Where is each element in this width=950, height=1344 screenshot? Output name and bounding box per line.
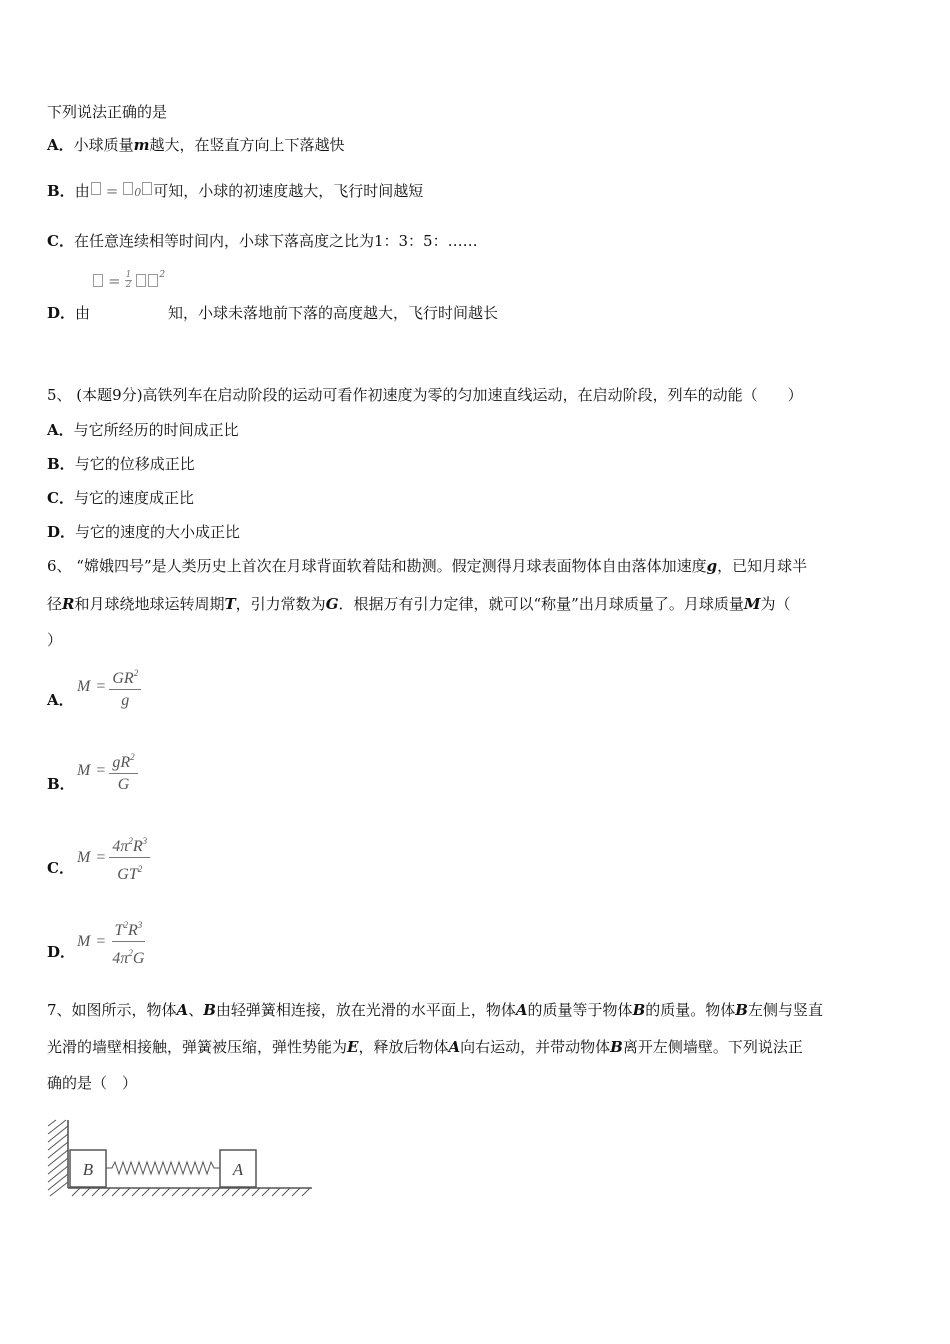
option-text: 由: [74, 182, 90, 200]
missing-glyph-icon: [91, 182, 101, 195]
stem-text: 离开左侧墙壁。下列说法正: [622, 1038, 803, 1056]
stem-text: 7、如图所示，物体: [47, 1001, 177, 1019]
fraction-den: $GT^2$: [117, 864, 143, 883]
q4-option-b: [47, 181, 423, 203]
formula-lhs: M: [77, 849, 91, 866]
block-b-label: B: [82, 1160, 94, 1179]
stem-text: 由轻弹簧相连接，放在光滑的水平面上，物体: [215, 1001, 516, 1019]
var-b: B: [632, 1001, 646, 1019]
option-text: 知，小球未落地前下落的高度越大，飞行时间越长: [168, 304, 499, 322]
option-label: C．: [47, 489, 74, 507]
var-a: A: [515, 1001, 528, 1019]
option-text: 与它的位移成正比: [74, 455, 195, 473]
option-label: C．: [47, 232, 74, 250]
q7-stem-line1: [47, 1000, 823, 1020]
formula-fraction: [109, 916, 147, 968]
missing-glyph-icon: [136, 274, 146, 287]
q6-stem-line2: [47, 594, 790, 614]
var-a: A: [448, 1038, 461, 1056]
stem-text: 6、 “嫦娥四号”是人类历史上首次在月球背面软着陆和勘测。假定测得月球表面物体自由落体加速度: [47, 557, 707, 575]
stem-text: ，释放后物体: [358, 1038, 449, 1056]
q4-option-c: [47, 231, 478, 251]
var-a: A: [176, 1001, 189, 1019]
formula-fraction: [109, 748, 137, 794]
stem-text: 的质量等于物体: [527, 1001, 633, 1019]
formula-lhs: M: [77, 762, 91, 779]
q4-d-formula: [92, 271, 165, 290]
q4-option-d: [47, 303, 498, 323]
stem-text: 向右运动，并带动物体: [460, 1038, 611, 1056]
var-m: M: [743, 595, 761, 613]
stem-text: ，引力常数为: [235, 595, 326, 613]
formula-fraction: [109, 832, 150, 884]
option-text: 与它的速度的大小成正比: [75, 523, 241, 541]
stem-text: 左侧与竖直: [747, 1001, 823, 1019]
option-label: B．: [47, 455, 75, 473]
spring: [106, 1162, 220, 1174]
floor-hatching: [72, 1188, 310, 1196]
var-r: R: [62, 595, 75, 613]
formula-eq: =: [96, 678, 106, 695]
missing-glyph-icon: [142, 182, 152, 195]
q6-stem-line3: ）: [47, 631, 63, 649]
option-label: D．: [47, 304, 76, 322]
stem-text: 、: [188, 1001, 204, 1019]
stem-text: 为（: [760, 595, 791, 613]
option-text: 由: [75, 304, 91, 322]
q6-option-c-formula: [77, 832, 150, 884]
formula-sub: 0: [134, 186, 142, 199]
q7-spring-figure: [46, 1118, 316, 1202]
q6-option-c-label: C．: [47, 859, 74, 877]
fraction-den: g: [121, 692, 130, 709]
missing-glyph-icon: [93, 274, 103, 287]
option-text: 在任意连续相等时间内，小球下落高度之比为1：3：5：……: [73, 232, 478, 250]
q7-stem-line3: 确的是（ ）: [47, 1074, 138, 1092]
var-m: m: [133, 136, 150, 154]
fraction-num: $T^2R^3$: [112, 916, 146, 942]
var-b: B: [203, 1001, 216, 1019]
q6-option-d-label: D．: [47, 943, 76, 961]
option-label: D．: [47, 523, 76, 541]
fraction-den: 2: [125, 280, 132, 290]
q7-stem-line2: [47, 1037, 803, 1057]
fraction-den: G: [117, 776, 130, 793]
option-label: A．: [47, 136, 74, 154]
option-label: A．: [47, 421, 74, 439]
var-b: B: [735, 1001, 748, 1019]
q6-stem-line1: [47, 556, 807, 576]
fraction-num: $4\pi^2R^3$: [109, 832, 150, 858]
formula-lhs: M: [77, 933, 91, 950]
q6-option-a-label: A．: [47, 691, 74, 709]
stem-text: 和月球绕地球运转周期: [74, 595, 225, 613]
q5-option-c: [47, 488, 194, 508]
var-t: T: [224, 595, 236, 613]
stem-text: ．根据万有引力定律，就可以“称量”出月球质量了。月球质量: [338, 595, 744, 613]
formula-exp: 2: [159, 269, 166, 280]
fraction-num: $GR^2$: [109, 664, 141, 690]
missing-glyph-icon: [123, 182, 133, 195]
q4-intro: 下列说法正确的是: [47, 103, 168, 121]
var-g-const: G: [325, 595, 339, 613]
q5-stem: 5、 (本题9分)高铁列车在启动阶段的运动可看作初速度为零的匀加速直线运动，在启动阶段，列车的动能（ ）: [47, 386, 803, 404]
formula-eq: =: [96, 762, 106, 779]
fraction-num: $gR^2$: [109, 748, 137, 774]
q6-option-b-formula: [77, 748, 138, 794]
formula-eq: =: [108, 271, 121, 290]
option-text: 小球质量: [73, 136, 134, 154]
q5-option-d: [47, 522, 240, 542]
stem-text: 的质量。物体: [645, 1001, 736, 1019]
option-text: 与它所经历的时间成正比: [73, 421, 239, 439]
missing-glyph-icon: [148, 274, 158, 287]
wall-hatching: [48, 1120, 68, 1196]
formula-eq: =: [96, 849, 106, 866]
fraction-den: $4\pi^2G$: [112, 948, 145, 967]
option-label: B．: [47, 182, 75, 200]
formula-fraction: [109, 664, 141, 710]
formula-eq: =: [96, 933, 106, 950]
option-text: 可知，小球的初速度越大，飞行时间越短: [153, 182, 424, 200]
var-g: g: [706, 557, 718, 575]
stem-text: ，已知月球半: [717, 557, 808, 575]
formula-lhs: M: [77, 678, 91, 695]
stem-text: 径: [47, 595, 63, 613]
fraction-num: 1: [125, 270, 132, 280]
stem-text: 光滑的墙壁相接触，弹簧被压缩，弹性势能为: [47, 1038, 348, 1056]
option-text: 与它的速度成正比: [73, 489, 194, 507]
q5-option-a: [47, 420, 239, 440]
option-text: 越大，在竖直方向上下落越快: [149, 136, 345, 154]
formula-fraction: [125, 271, 133, 290]
block-a-label: A: [232, 1160, 244, 1179]
q4-option-a: [47, 135, 345, 155]
var-b: B: [610, 1038, 623, 1056]
formula-eq: =: [105, 182, 119, 200]
q6-option-b-label: B．: [47, 775, 75, 793]
q5-option-b: [47, 454, 195, 474]
q6-option-d-formula: [77, 916, 147, 968]
var-e: E: [347, 1038, 359, 1056]
q6-option-a-formula: [77, 664, 141, 710]
